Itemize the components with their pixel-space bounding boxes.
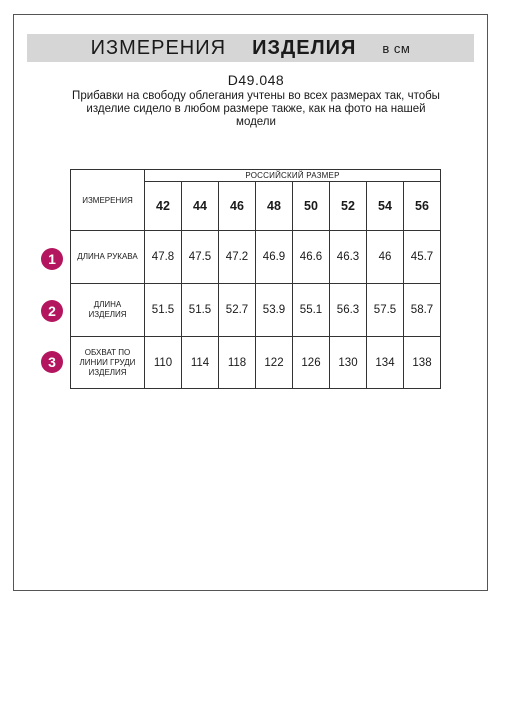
value-cell: 51.5 — [182, 284, 219, 337]
table-row — [71, 231, 441, 284]
value-cell: 130 — [330, 337, 367, 389]
header-banner — [27, 34, 474, 62]
table-row — [71, 337, 441, 389]
value-cell: 122 — [256, 337, 293, 389]
value-cell: 134 — [367, 337, 404, 389]
row-label-line: ЛИНИИ ГРУДИ — [79, 357, 136, 367]
row-number-badge: 2 — [41, 300, 63, 322]
row-label-line: ДЛИНА РУКАВА — [77, 252, 138, 261]
table-row — [71, 284, 441, 337]
value-cell: 45.7 — [404, 231, 441, 284]
fit-note — [60, 90, 452, 129]
row-label-line: ОБХВАТ ПО — [84, 347, 131, 357]
value-cell: 126 — [293, 337, 330, 389]
size-header-cell: 54 — [367, 182, 404, 231]
size-header-cell: 50 — [293, 182, 330, 231]
row-number-badge: 3 — [41, 351, 63, 373]
fit-note-line: модели — [236, 116, 276, 128]
value-cell: 46.9 — [256, 231, 293, 284]
row-label-chest-girth — [71, 337, 145, 389]
size-header-cell: 52 — [330, 182, 367, 231]
size-group-header: РОССИЙСКИЙ РАЗМЕР — [145, 170, 441, 182]
value-cell: 46.6 — [293, 231, 330, 284]
article-code: D49.048 — [227, 72, 285, 88]
value-cell: 52.7 — [219, 284, 256, 337]
fit-note-line: изделие сидело в любом размере также, как на фото на нашей — [86, 103, 426, 115]
value-cell: 46.3 — [330, 231, 367, 284]
row-label-line: ИЗДЕЛИЯ — [88, 367, 127, 377]
header-word-product: ИЗДЕЛИЯ — [252, 36, 357, 59]
row-label-garment-length — [71, 284, 145, 337]
value-cell: 56.3 — [330, 284, 367, 337]
size-header-cell: 44 — [182, 182, 219, 231]
value-cell: 47.2 — [219, 231, 256, 284]
value-cell: 57.5 — [367, 284, 404, 337]
value-cell: 53.9 — [256, 284, 293, 337]
fit-note-line: Прибавки на свободу облегания учтены во всех размерах так, чтобы — [72, 90, 440, 102]
row-label-sleeve-length — [71, 231, 145, 284]
size-header-cell: 56 — [404, 182, 441, 231]
value-cell: 58.7 — [404, 284, 441, 337]
size-table — [70, 169, 441, 389]
row-label-line: ДЛИНА — [93, 300, 122, 309]
value-cell: 114 — [182, 337, 219, 389]
header-word-measurements: ИЗМЕРЕНИЯ — [90, 36, 227, 59]
value-cell: 110 — [145, 337, 182, 389]
size-header-cell: 46 — [219, 182, 256, 231]
value-cell: 118 — [219, 337, 256, 389]
size-header-cell: 42 — [145, 182, 182, 231]
row-label-line: ИЗДЕЛИЯ — [88, 310, 127, 319]
value-cell: 46 — [367, 231, 404, 284]
measurements-header: ИЗМЕРЕНИЯ — [71, 170, 145, 231]
row-number-badge: 1 — [41, 248, 63, 270]
size-header-cell: 48 — [256, 182, 293, 231]
value-cell: 55.1 — [293, 284, 330, 337]
header-unit: в см — [382, 40, 411, 56]
value-cell: 47.5 — [182, 231, 219, 284]
value-cell: 138 — [404, 337, 441, 389]
value-cell: 51.5 — [145, 284, 182, 337]
value-cell: 47.8 — [145, 231, 182, 284]
